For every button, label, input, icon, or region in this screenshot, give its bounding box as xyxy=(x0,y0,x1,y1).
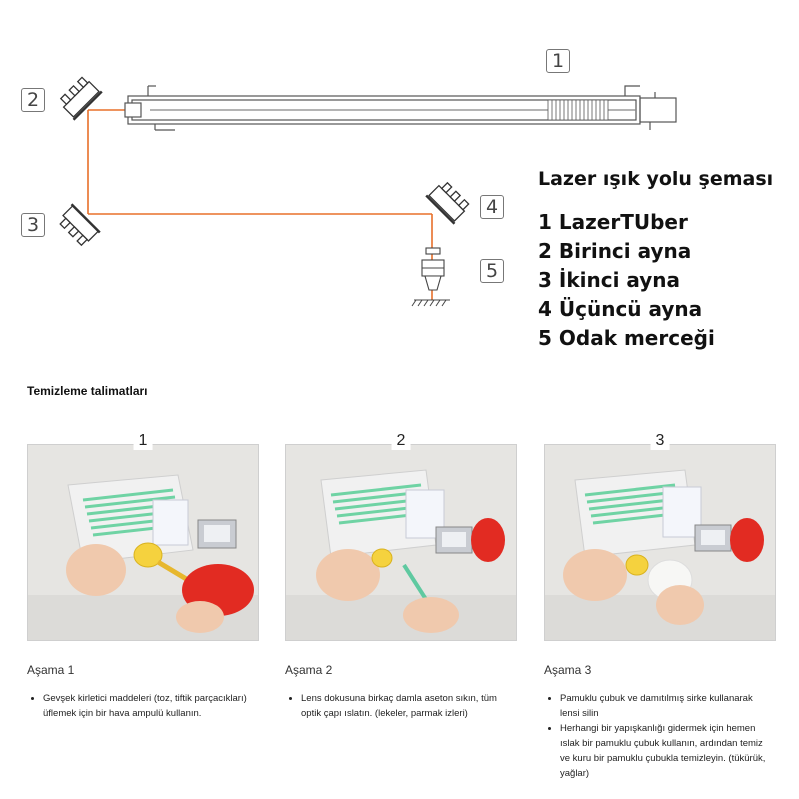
legend-title: Lazer ışık yolu şeması xyxy=(538,168,774,190)
mirror-2 xyxy=(56,204,100,248)
work-surface xyxy=(412,300,450,306)
legend-item: 3 İkinci ayna xyxy=(538,268,681,292)
cleaning-step-1 xyxy=(27,432,257,721)
legend-item: 2 Birinci ayna xyxy=(538,239,692,263)
step-1-photo xyxy=(27,432,259,641)
label-4-box: 4 xyxy=(480,195,504,219)
step-3-number: 3 xyxy=(651,432,670,450)
laser-path-diagram xyxy=(0,0,799,350)
cleaning-step-2 xyxy=(285,432,515,721)
focus-lens-head xyxy=(422,248,444,290)
list-item: • Pamuklu çubuk ve damıtılmış sirke kullanarak lensi silin xyxy=(560,691,774,721)
legend-item: 4 Üçüncü ayna xyxy=(538,297,703,321)
list-item: • Herhangi bir yapışkanlığı gidermek için hemen ıslak bir pamuklu çubuk kullanın, ardından temiz ve kuru bir pamuklu çubukla temizleyin. (tükürük, yağlar) xyxy=(560,721,774,781)
step-2-label: Aşama 2 xyxy=(285,663,333,677)
label-2-box: 2 xyxy=(21,88,45,112)
laser-beam xyxy=(88,110,432,300)
mirror-3 xyxy=(426,179,471,224)
cleaning-step-3 xyxy=(544,432,774,781)
list-item: • Lens dokusuna birkaç damla aseton sıkın, tüm optik çapı ıslatın. (lekeler, parmak izleri) xyxy=(301,691,515,721)
mirror-1 xyxy=(57,75,102,120)
list-item: • Gevşek kirletici maddeleri (toz, tiftik parçacıkları) üflemek için bir hava ampulü kullanın. xyxy=(43,691,257,721)
label-5-box: 5 xyxy=(480,259,504,283)
tube-coil xyxy=(548,100,608,120)
step-3-photo xyxy=(544,432,776,641)
legend-item: 5 Odak merceği xyxy=(538,326,715,350)
legend-item: 1 LazerTUber xyxy=(538,210,688,234)
cleaning-instructions-title: Temizleme talimatları xyxy=(27,384,148,398)
step-3-bullets xyxy=(544,691,774,781)
step-2-photo xyxy=(285,432,517,641)
step-2-bullets xyxy=(285,691,515,721)
step-1-number: 1 xyxy=(134,432,153,450)
label-3-box: 3 xyxy=(21,213,45,237)
step-3-label: Aşama 3 xyxy=(544,663,592,677)
step-1-label: Aşama 1 xyxy=(27,663,75,677)
label-1-box: 1 xyxy=(546,49,570,73)
step-1-bullets xyxy=(27,691,257,721)
diagram-legend xyxy=(538,168,773,353)
step-2-number: 2 xyxy=(392,432,411,450)
